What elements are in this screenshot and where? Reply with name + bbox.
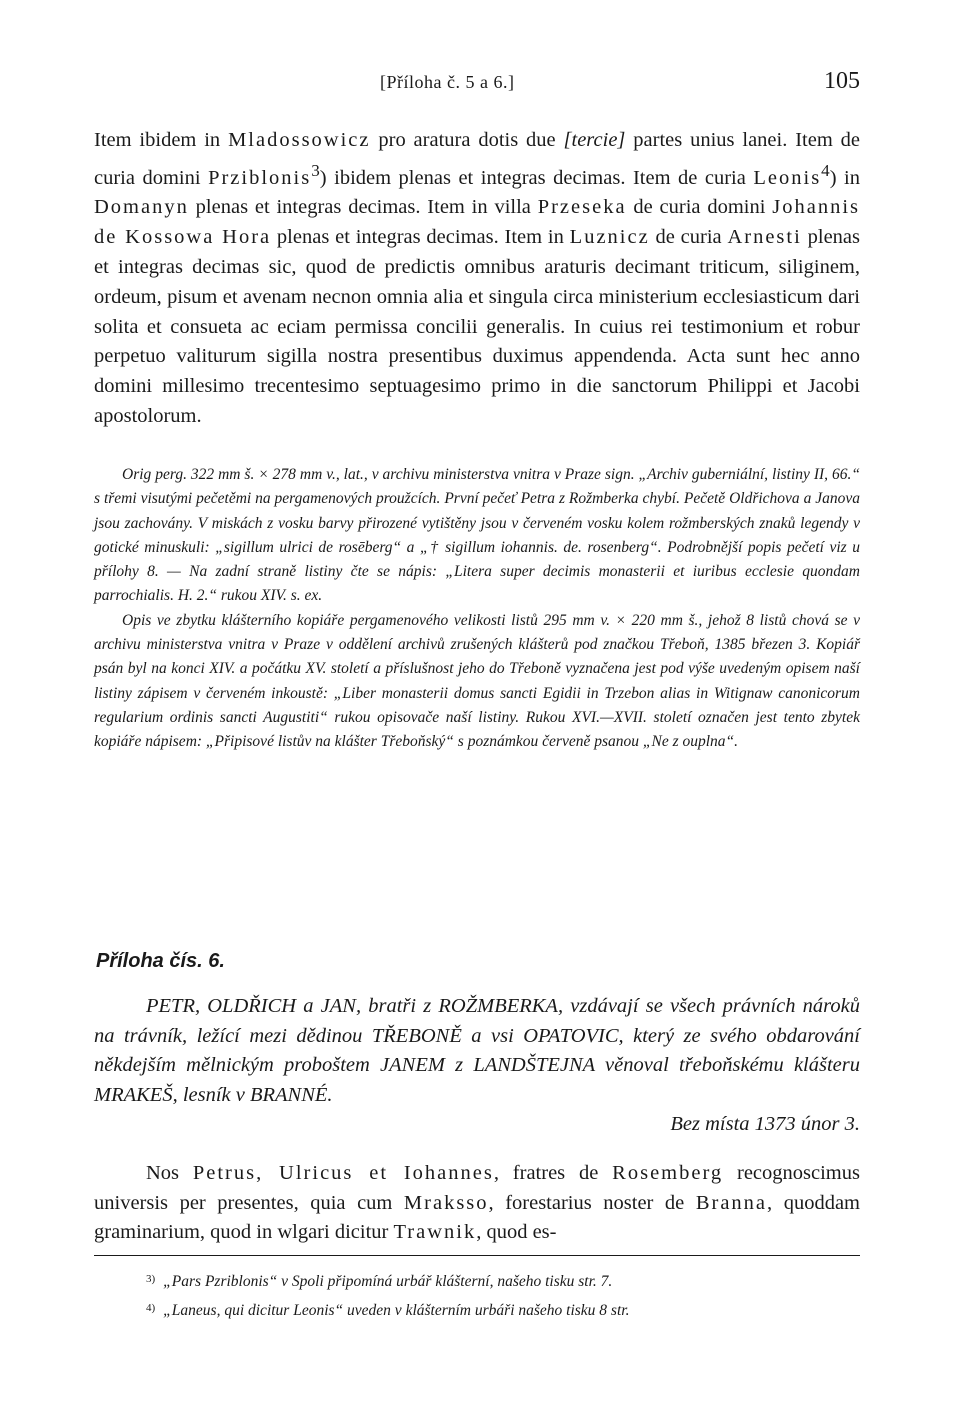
footnote-text: „Laneus, qui dicitur Leonis“ uveden v klášterním urbáři našeho tisku 8 str. xyxy=(163,1302,630,1319)
footnote-mark: 3) xyxy=(146,1273,156,1285)
footnote xyxy=(146,1295,860,1324)
person-name: Leonis xyxy=(753,166,822,189)
footnote-ref: 4 xyxy=(821,160,830,180)
person-name: Prziblonis xyxy=(208,166,312,189)
footnote-mark: 4) xyxy=(146,1302,156,1314)
note-copy: Opis ve zbytku klášterního kopiáře pergamenového velikosti listů 295 mm v. × 220 mm š., jehož 8 listů chová se v archivu ministerstva vnitra v Praze v oddělení archivů zrušených klášterů pod značkou Třeboň, 1385 březen 3. Kopiář psán byl na konci XIV. a počátku XV. století a příslušnost jeho do Třeboně vyznačena jest pod výše uvedeným opisem naší listiny zápisem v červeném inkoustě: „Liber monasterii domus sancti Egidii in Trzebon alias in Witignaw canonicorum regularium ordinis sancti Augustiti“ rukou opisovače naší listiny. Rukou XVI.—XVII. století označen jest tento zbytek kopiáře nápisem: „Připisové listův na klášter Třeboňský“ s poznámkou červeně psanou „Ne z ouplna“. xyxy=(94,611,860,751)
place-name: Rosemberg xyxy=(612,1162,724,1184)
footnotes xyxy=(146,1266,860,1324)
person-name: Arnesti xyxy=(727,226,802,249)
place-name: Domanyn xyxy=(94,196,189,219)
latin-body-text xyxy=(94,126,860,432)
charter-text xyxy=(94,1159,860,1248)
charter-paragraph: Nos Petrus, Ulricus et Iohannes, fratres de Rosemberg recognoscimus universis per presentes, quia cum Mraksso, forestarius noster de Branna, quoddam graminarium, quod in wlgari dicitur Trawnik, quod es- xyxy=(94,1162,860,1243)
place-name: Branna xyxy=(695,1191,768,1214)
place-name: Mladossowicz xyxy=(228,129,371,151)
term: Trawnik xyxy=(393,1221,477,1243)
latin-paragraph: Item ibidem in Mladossowicz pro aratura dotis due [tercie] partes unius lanei. Item de curia domini Prziblonis$^3$) ibidem plenas et integras decimas. Item de curia Leonis$^4$) in Domanyn plenas et integras decimas. Item in villa Przeseka de curia domini Johannis de Kossowa Hora plenas et integras decimas. Item in Luznicz de curia Arnesti plenas et integras decimas sic, quod de predictis omnibus araturis decimant triticum, siliginem, ordeum, pisum et avenam necnon omnia alia et singula circa ministerium ecclesiasticum dari solita et consueta ac eciam permissa concilii generalis. In cuius rei testimonium et robur perpetuo valiturum sigilla nostra presentibus duximus appendenda. Acta sunt hec anno domini millesimo trecentesimo septuagesimo primo in die sanctorum Philippi et Jacobi apostolorum. xyxy=(94,129,861,427)
place-name: Przeseka xyxy=(537,196,627,219)
editorial-notes xyxy=(94,463,860,755)
note-original: Orig perg. 322 mm š. × 278 mm v., lat., v archivu ministerstva vnitra v Praze sign. „Archiv guberniální, listiny II, 66.“ s třemi visutými pečetěmi na pergamenových proužcích. První pečeť Petra z Rožmberka chybí. Pečetě Oldřichova a Janova jsou zachovány. V miskách z vosku barvy přirozené vytištěny jsou v červeném vosku kolem rožmberských znaků legendy v gotické minuskuli: „sigillum ulrici de rosēberg“ a „† sigillum iohannis. de. rosenberg“. Podrobnější popis pečetí viz u přílohy 8. — Na zadní straně listiny čte se nápis: „Litera super decimis monasterii et iuribus ecclesie quondam parrochialis. H. 2.“ rukou XIV. s. ex. xyxy=(94,466,860,605)
footnote-text: „Pars Pzriblonis“ v Spoli připomíná urbář klášterní, našeho tisku str. 7. xyxy=(163,1273,613,1290)
person-name: Petrus, Ulricus et Iohannes xyxy=(192,1162,494,1184)
footnote xyxy=(146,1266,860,1295)
page-number: 105 xyxy=(824,68,860,94)
footnote-divider xyxy=(94,1255,860,1256)
annex-heading: Příloha čís. 6. xyxy=(96,950,225,972)
place-name: Luznicz xyxy=(569,226,650,249)
regest-text: PETR, OLDŘICH a JAN, bratři z ROŽMBERKA, vzdávají se všech právních nároků na trávník, ležící mezi dědinou TŘEBONĚ a vsi OPATOVIC, který ze svého obdarování někdejším mělnickým proboštem JANEM z LANDŠTEJNA věnoval třeboňskému klášteru MRAKEŠ, lesník v BRANNÉ. xyxy=(94,995,860,1106)
regest-date: Bez místa 1373 únor 3. xyxy=(670,1113,860,1135)
regest xyxy=(94,992,860,1140)
person-name: Johannis de Kossowa Hora xyxy=(94,196,860,249)
footnote-ref: 3 xyxy=(311,160,320,180)
running-head: [Příloha č. 5 a 6.] xyxy=(380,72,515,92)
page-header xyxy=(94,68,860,102)
person-name: Mraksso xyxy=(403,1191,489,1214)
